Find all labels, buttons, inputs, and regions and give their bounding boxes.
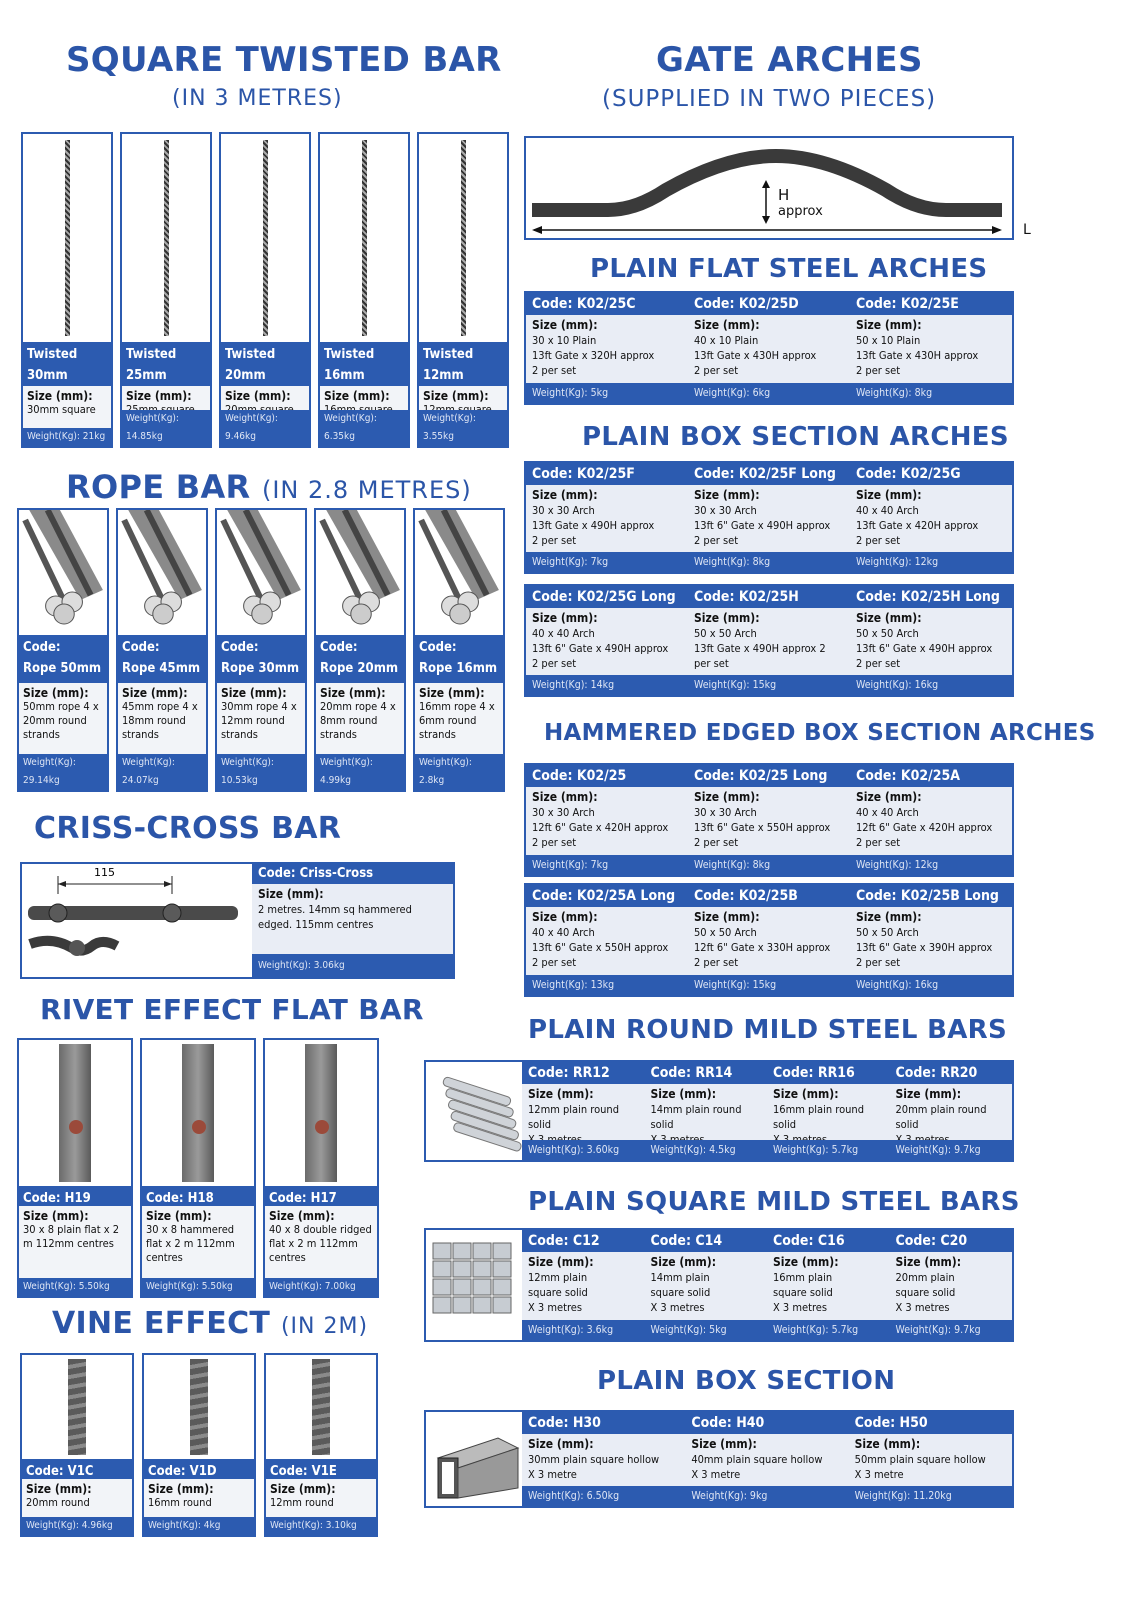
rope-icon [217, 510, 305, 630]
twisted-weight: Weight(Kg): 3.55kg [419, 410, 507, 446]
product-code[interactable]: Code: H40 [691, 1415, 765, 1431]
rivet-card[interactable] [17, 1038, 133, 1298]
round-header-row [522, 1062, 1012, 1084]
twisted-bar-icon [65, 140, 70, 336]
gate-arch-diagram [524, 136, 1014, 240]
product-weight: Weight(Kg): 6kg [694, 387, 771, 399]
box-image [426, 1412, 522, 1506]
hammered_1-weight-row [526, 855, 1012, 875]
vine-code: Code: V1D [144, 1459, 254, 1479]
hammered_2-header-row [526, 885, 1012, 907]
box_arches_1-weight-row [526, 552, 1012, 572]
dimension-label: 115 [94, 866, 115, 879]
twisted-weight: Weight(Kg): 21kg [23, 428, 111, 446]
twisted-card[interactable] [21, 132, 113, 448]
square-image [426, 1230, 522, 1340]
twisted-image [320, 134, 408, 342]
twisted-image [419, 134, 507, 342]
criss-cross-weight: Weight(Kg): 3.06kg [252, 954, 453, 977]
product-size: Size (mm): 16mm plain round solid [773, 1087, 864, 1131]
vine-size: Size (mm): 20mm round [22, 1479, 132, 1517]
box-heading: PLAIN BOX SECTION [597, 1366, 896, 1396]
hammered-heading: HAMMERED EDGED BOX SECTION ARCHES [544, 720, 1096, 746]
product-weight: Weight(Kg): 16kg [856, 679, 939, 691]
twisted-code: Twisted 25mm [122, 342, 210, 386]
product-code[interactable]: Code: H30 [528, 1415, 601, 1431]
product-weight: Weight(Kg): 12kg [856, 556, 939, 568]
product-code[interactable]: Code: K02/25B [694, 888, 798, 904]
product-size: Size (mm): 14mm plain square solid X 3 metres [650, 1255, 717, 1314]
product-weight: Weight(Kg): 5kg [532, 387, 609, 399]
box-arches-heading: PLAIN BOX SECTION ARCHES [582, 422, 1009, 452]
product-size: Size (mm): 40 x 40 Arch 12ft 6" Gate x 420H approx 2 per set [856, 790, 993, 849]
square-bars-icon [429, 1233, 525, 1341]
twisted-size: Size (mm): [122, 386, 210, 428]
product-code[interactable]: Code: K02/25B Long [856, 888, 999, 904]
product-code[interactable]: Code: K02/25H Long [856, 589, 1000, 605]
rope-weight: Weight(Kg): 10.53kg [217, 754, 305, 790]
product-weight: Weight(Kg): 14kg [532, 679, 615, 691]
rope-code: Code: Rope 50mm [19, 635, 107, 683]
product-weight: Weight(Kg): 4.5kg [650, 1144, 736, 1156]
twisted-card[interactable] [318, 132, 410, 448]
round-image [426, 1062, 522, 1160]
product-code[interactable]: Code: K02/25E [856, 296, 959, 312]
twisted-weight: Weight(Kg): 6.35kg [320, 410, 408, 446]
product-weight: Weight(Kg): 16kg [856, 979, 939, 991]
product-weight: Weight(Kg): 15kg [694, 979, 777, 991]
product-weight: Weight(Kg): 13kg [532, 979, 615, 991]
rope-weight: Weight(Kg): 29.14kg [19, 754, 107, 790]
rope-heading: ROPE BAR (IN 2.8 METRES) [66, 468, 472, 506]
rope-size: Size (mm): 20mm rope 4 x 8mm round strands [316, 683, 404, 772]
flat_arches-header-row [526, 293, 1012, 315]
box-body-row [522, 1434, 1012, 1486]
vine-image [266, 1355, 376, 1459]
product-weight: Weight(Kg): 3.6kg [528, 1324, 614, 1336]
rope-image [19, 510, 107, 635]
box_arches_1-table [524, 461, 1014, 574]
product-size: Size (mm): 40 x 40 Arch 13ft Gate x 420H approx 2 per set [856, 488, 979, 547]
product-size: Size (mm): 50 x 50 Arch 13ft 6" Gate x 490H approx 2 per set [856, 611, 993, 670]
product-size: Size (mm): 14mm plain round solid [650, 1087, 742, 1131]
product-weight: Weight(Kg): 9.7kg [895, 1144, 981, 1156]
hammered_1-body-row [526, 787, 1012, 855]
flat-arches-heading: PLAIN FLAT STEEL ARCHES [590, 254, 988, 284]
vine-heading: VINE EFFECT (IN 2M) [52, 1306, 369, 1341]
product-size: Size (mm): 50 x 10 Plain 13ft Gate x 430H approx 2 per set [856, 318, 979, 377]
hammered_2-table [524, 883, 1014, 997]
gate-arches-subheading: (SUPPLIED IN TWO PIECES) [602, 86, 937, 112]
product-weight: Weight(Kg): 9.7kg [895, 1324, 981, 1336]
rope-image [316, 510, 404, 635]
criss-cross-code: Code: Criss-Cross [252, 864, 453, 884]
rivet-image [19, 1040, 131, 1186]
flat-bar-icon [59, 1044, 90, 1182]
twisted-weight: Weight(Kg): 14.85kg [122, 410, 210, 446]
product-weight: Weight(Kg): 8kg [694, 859, 771, 871]
rope-weight: Weight(Kg): 4.99kg [316, 754, 404, 790]
rope-code: Code: Rope 45mm [118, 635, 206, 683]
product-weight: Weight(Kg): 6.50kg [528, 1490, 620, 1502]
product-code[interactable]: Code: K02/25F [532, 466, 635, 482]
vine-card[interactable] [264, 1353, 378, 1537]
hammered_1-header-row [526, 765, 1012, 787]
rivet-code: Code: H17 [265, 1186, 377, 1206]
vine-size: Size (mm): 12mm round [266, 1479, 376, 1517]
product-code[interactable]: Code: RR12 [528, 1065, 610, 1081]
rivet-weight: Weight(Kg): 7.00kg [265, 1278, 377, 1296]
twisted-weight: Weight(Kg): 9.46kg [221, 410, 309, 446]
rivet-card[interactable] [263, 1038, 379, 1298]
twisted-size: Size (mm): 30mm square [23, 386, 111, 428]
product-weight: Weight(Kg): 7kg [532, 556, 609, 568]
product-size: Size (mm): 20mm plain square solid X 3 metres [895, 1255, 962, 1314]
rivet-size: Size (mm): 30 x 8 hammered flat x 2 m 112mm centres [142, 1206, 254, 1278]
box_arches_1-header-row [526, 463, 1012, 485]
rope-card[interactable] [314, 508, 406, 792]
twisted-code: Twisted 16mm [320, 342, 408, 386]
product-size: Size (mm): 20mm plain round solid [895, 1087, 987, 1131]
twisted-bar-icon [164, 140, 169, 336]
flat-bar-icon [305, 1044, 336, 1182]
twisted-image [122, 134, 210, 342]
product-size: Size (mm): 40 x 10 Plain 13ft Gate x 430H approx 2 per set [694, 318, 817, 377]
rivet-code: Code: H18 [142, 1186, 254, 1206]
rope-weight: Weight(Kg): 2.8kg [415, 754, 503, 790]
rope-card[interactable] [215, 508, 307, 792]
vine-weight: Weight(Kg): 4kg [144, 1517, 254, 1535]
product-code[interactable]: Code: C20 [895, 1233, 968, 1249]
criss-cross-card[interactable] [20, 862, 455, 979]
twisted-image [23, 134, 111, 342]
rope-code: Code: Rope 16mm [415, 635, 503, 683]
rope-card[interactable] [413, 508, 505, 792]
product-weight: Weight(Kg): 11.20kg [854, 1490, 952, 1502]
rope-icon [19, 510, 107, 630]
box_arches_2-weight-row [526, 675, 1012, 695]
arch-illustration [526, 138, 1012, 238]
rope-image [118, 510, 206, 635]
product-weight: Weight(Kg): 3.60kg [528, 1144, 620, 1156]
product-code[interactable]: Code: RR14 [650, 1065, 733, 1081]
rivet-size: Size (mm): 40 x 8 double ridged flat x 2 m 112mm centres [265, 1206, 377, 1278]
vine-bar-icon [190, 1359, 208, 1455]
rivet-code: Code: H19 [19, 1186, 131, 1206]
square-weight-row [522, 1320, 1012, 1340]
product-size: Size (mm): 30 x 30 Arch 12ft 6" Gate x 420H approx 2 per set [532, 790, 669, 849]
flat-bar-icon [182, 1044, 213, 1182]
rivet-image [265, 1040, 377, 1186]
product-weight: Weight(Kg): 5.7kg [773, 1324, 859, 1336]
box_arches_2-body-row [526, 608, 1012, 675]
product-size: Size (mm): 40 x 40 Arch 13ft 6" Gate x 490H approx 2 per set [532, 611, 669, 670]
product-size: Size (mm): 30 x 30 Arch 13ft Gate x 490H approx 2 per set [532, 488, 655, 547]
arch-h-label: H [778, 186, 790, 204]
rope-card[interactable] [17, 508, 109, 792]
rope-size: Size (mm): 50mm rope 4 x 20mm round strands [19, 683, 107, 772]
twisted-code: Twisted 20mm [221, 342, 309, 386]
vine-bar-icon [312, 1359, 330, 1455]
square-table [424, 1228, 1014, 1342]
twisted-size: Size (mm): [419, 386, 507, 428]
product-code[interactable]: Code: K02/25H [694, 589, 799, 605]
rivet-weight: Weight(Kg): 5.50kg [142, 1278, 254, 1296]
rope-icon [118, 510, 206, 630]
rivet-image [142, 1040, 254, 1186]
box_arches_2-header-row [526, 586, 1012, 608]
product-weight: Weight(Kg): 7kg [532, 859, 609, 871]
box-header-row [522, 1412, 1012, 1434]
vine-card[interactable] [142, 1353, 256, 1537]
rope-icon [415, 510, 503, 630]
criss-cross-bar-illustration [22, 864, 252, 977]
vine-code: Code: V1C [22, 1459, 132, 1479]
flat_arches-body-row [526, 315, 1012, 383]
rivet-heading: RIVET EFFECT FLAT BAR [40, 993, 424, 1026]
product-code[interactable]: Code: K02/25D [694, 296, 799, 312]
gate-arches-heading: GATE ARCHES [656, 40, 923, 80]
rope-icon [316, 510, 404, 630]
arch-approx-label: approx [778, 204, 823, 219]
product-size: Size (mm): 30 x 10 Plain 13ft Gate x 320H approx 2 per set [532, 318, 655, 377]
twisted-size: Size (mm): [320, 386, 408, 428]
product-code[interactable]: Code: C14 [650, 1233, 723, 1249]
twisted-bar-icon [362, 140, 367, 336]
product-size: Size (mm): 30 x 30 Arch 13ft 6" Gate x 550H approx 2 per set [694, 790, 831, 849]
rope-size: Size (mm): 16mm rope 4 x 6mm round strands [415, 683, 503, 772]
product-code[interactable]: Code: K02/25 Long [694, 768, 828, 784]
product-code[interactable]: Code: H50 [854, 1415, 928, 1431]
vine-image [22, 1355, 132, 1459]
product-code[interactable]: Code: RR16 [773, 1065, 855, 1081]
product-size: Size (mm): 40mm plain square hollow X 3 metre [691, 1437, 823, 1481]
round-body-row [522, 1084, 1012, 1140]
hammered_2-weight-row [526, 975, 1012, 995]
round-table [424, 1060, 1014, 1162]
round-weight-row [522, 1140, 1012, 1160]
twisted-image [221, 134, 309, 342]
twisted-bar-icon [263, 140, 268, 336]
vine-bar-icon [68, 1359, 86, 1455]
product-weight: Weight(Kg): 5kg [650, 1324, 727, 1336]
square-twisted-heading: SQUARE TWISTED BAR [66, 40, 502, 80]
product-code[interactable]: Code: C16 [773, 1233, 845, 1249]
product-weight: Weight(Kg): 8kg [856, 387, 933, 399]
rope-code: Code: Rope 30mm [217, 635, 305, 683]
product-weight: Weight(Kg): 9kg [691, 1490, 768, 1502]
product-size: Size (mm): 40 x 40 Arch 13ft 6" Gate x 550H approx 2 per set [532, 910, 669, 969]
rope-image [415, 510, 503, 635]
rope-code: Code: Rope 20mm [316, 635, 404, 683]
square-twisted-subheading: (IN 3 METRES) [172, 86, 343, 111]
rivet-card[interactable] [140, 1038, 256, 1298]
vine-weight: Weight(Kg): 3.10kg [266, 1517, 376, 1535]
rivet-weight: Weight(Kg): 5.50kg [19, 1278, 131, 1296]
box_arches_2-table [524, 584, 1014, 697]
box-section-icon [428, 1418, 524, 1514]
rope-weight: Weight(Kg): 24.07kg [118, 754, 206, 790]
twisted-code: Twisted 30mm [23, 342, 111, 386]
product-code[interactable]: Code: K02/25F Long [694, 466, 836, 482]
criss-cross-image [22, 864, 252, 977]
vine-weight: Weight(Kg): 4.96kg [22, 1517, 132, 1535]
box-table [424, 1410, 1014, 1508]
product-size: Size (mm): 12mm plain round solid [528, 1087, 619, 1131]
product-code[interactable]: Code: RR20 [895, 1065, 978, 1081]
vine-card[interactable] [20, 1353, 134, 1537]
twisted-bar-icon [461, 140, 466, 336]
square-header-row [522, 1230, 1012, 1252]
square-heading: PLAIN SQUARE MILD STEEL BARS [528, 1187, 1020, 1217]
product-size: Size (mm): 16mm plain square solid X 3 metres [773, 1255, 839, 1314]
twisted-card[interactable] [120, 132, 212, 448]
product-code[interactable]: Code: C12 [528, 1233, 600, 1249]
round-bars-icon [430, 1066, 526, 1162]
rope-image [217, 510, 305, 635]
product-weight: Weight(Kg): 15kg [694, 679, 777, 691]
round-heading: PLAIN ROUND MILD STEEL BARS [528, 1015, 1007, 1045]
product-size: Size (mm): 50 x 50 Arch 13ft Gate x 490H approx 2 per set [694, 611, 826, 670]
box_arches_1-body-row [526, 485, 1012, 552]
vine-image [144, 1355, 254, 1459]
product-code[interactable]: Code: K02/25A Long [532, 888, 676, 904]
hammered_2-body-row [526, 907, 1012, 975]
twisted-card[interactable] [417, 132, 509, 448]
product-weight: Weight(Kg): 5.7kg [773, 1144, 859, 1156]
vine-size: Size (mm): 16mm round [144, 1479, 254, 1517]
product-weight: Weight(Kg): 12kg [856, 859, 939, 871]
product-code[interactable]: Code: K02/25G [856, 466, 961, 482]
criss-cross-heading: CRISS-CROSS BAR [34, 811, 342, 846]
square-body-row [522, 1252, 1012, 1320]
vine-code: Code: V1E [266, 1459, 376, 1479]
flat_arches-weight-row [526, 383, 1012, 403]
rope-card[interactable] [116, 508, 208, 792]
twisted-card[interactable] [219, 132, 311, 448]
product-size: Size (mm): 30mm plain square hollow X 3 metre [528, 1437, 660, 1481]
twisted-size: Size (mm): [221, 386, 309, 428]
product-weight: Weight(Kg): 8kg [694, 556, 771, 568]
product-code[interactable]: Code: K02/25G Long [532, 589, 676, 605]
product-size: Size (mm): 12mm plain square solid X 3 metres [528, 1255, 594, 1314]
product-size: Size (mm): 50mm plain square hollow X 3 metre [854, 1437, 986, 1481]
hammered_1-table [524, 763, 1014, 877]
rope-size: Size (mm): 30mm rope 4 x 12mm round strands [217, 683, 305, 772]
product-size: Size (mm): 30 x 30 Arch 13ft 6" Gate x 490H approx 2 per set [694, 488, 831, 547]
rivet-size: Size (mm): 30 x 8 plain flat x 2 m 112mm centres [19, 1206, 131, 1278]
product-code[interactable]: Code: K02/25A [856, 768, 961, 784]
product-size: Size (mm): 50 x 50 Arch 13ft 6" Gate x 390H approx 2 per set [856, 910, 993, 969]
criss-cross-size: Size (mm): 2 metres. 14mm sq hammered edged. 115mm centres [252, 884, 453, 954]
flat_arches-table [524, 291, 1014, 405]
rope-size: Size (mm): 45mm rope 4 x 18mm round strands [118, 683, 206, 772]
product-size: Size (mm): 50 x 50 Arch 12ft 6" Gate x 330H approx 2 per set [694, 910, 831, 969]
twisted-code: Twisted 12mm [419, 342, 507, 386]
product-code[interactable]: Code: K02/25 [532, 768, 627, 784]
product-code[interactable]: Code: K02/25C [532, 296, 636, 312]
arch-l-label: L [1023, 222, 1031, 238]
box-weight-row [522, 1486, 1012, 1506]
